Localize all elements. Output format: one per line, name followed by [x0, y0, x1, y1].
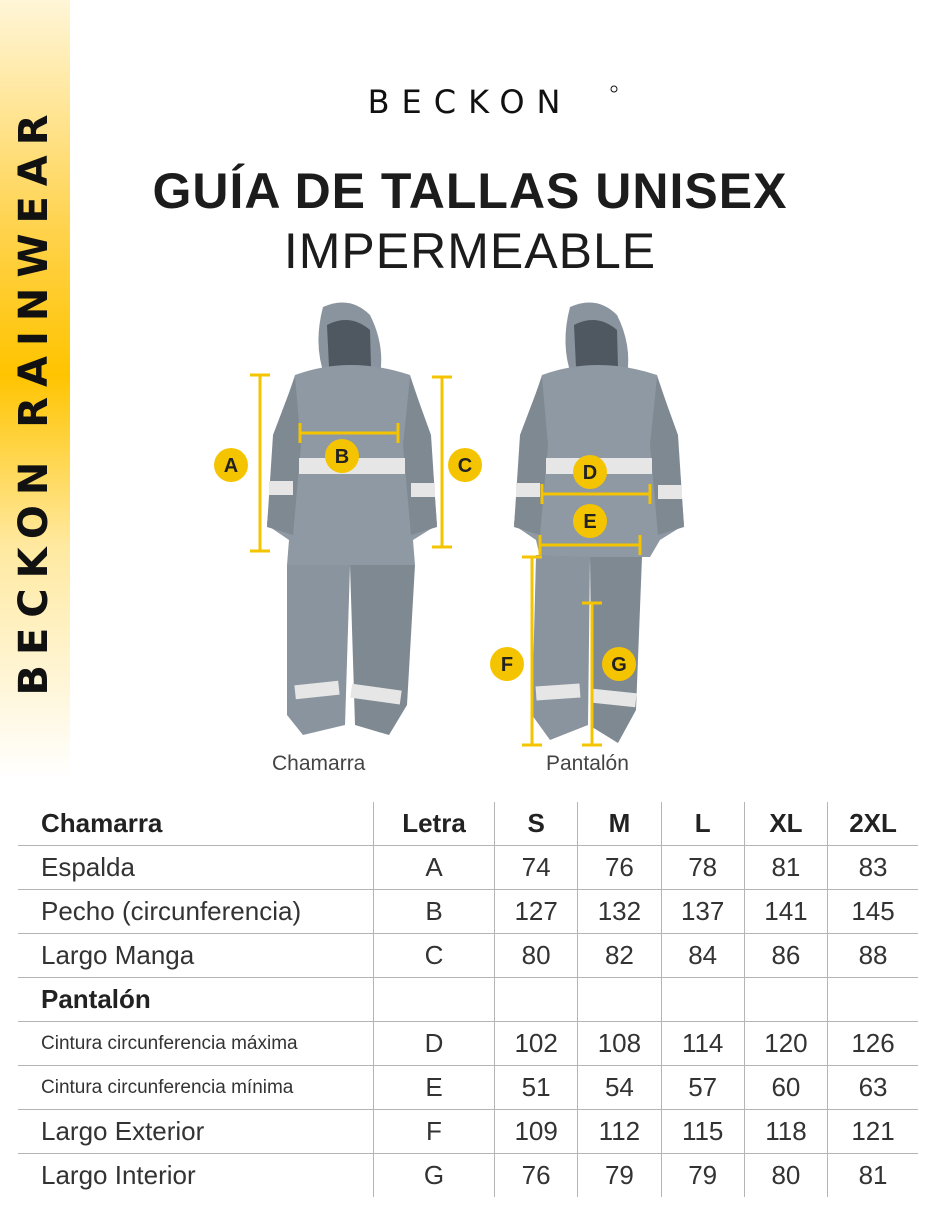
header-cell-2xl: 2XL [828, 802, 918, 846]
row-letter: E [374, 1066, 495, 1110]
row-label: Pecho (circunferencia) [41, 896, 302, 926]
cell-value: 141 [744, 890, 827, 934]
cell-value: 79 [578, 1154, 661, 1198]
section-heading-row [18, 978, 918, 1022]
header-cell-section: Chamarra [41, 808, 163, 838]
cell-value: 81 [744, 846, 827, 890]
row-label: Espalda [41, 852, 135, 882]
cell-value: 127 [495, 890, 578, 934]
marker-e-badge [573, 504, 607, 538]
cell-value: 51 [495, 1066, 578, 1110]
cell-value: 79 [661, 1154, 744, 1198]
cell-value: 86 [744, 934, 827, 978]
header-cell-m: M [578, 802, 661, 846]
cell-value: 137 [661, 890, 744, 934]
cell-value: 63 [828, 1066, 918, 1110]
row-letter: C [374, 934, 495, 978]
cell-value: 132 [578, 890, 661, 934]
cell-value: 118 [744, 1110, 827, 1154]
svg-text:B: B [334, 446, 350, 468]
size-table [18, 802, 918, 1197]
svg-text:F: F [500, 654, 514, 676]
header-cell-s: S [495, 802, 578, 846]
table-row [18, 934, 918, 978]
row-letter: A [374, 846, 495, 890]
svg-text:E: E [583, 511, 597, 533]
row-letter: G [374, 1154, 495, 1198]
table-row [18, 1154, 918, 1198]
page-subtitle: IMPERMEABLE [283, 223, 657, 279]
jacket-caption: Chamarra [272, 752, 366, 775]
cell-value: 60 [744, 1066, 827, 1110]
table-row [18, 1110, 918, 1154]
marker-g-badge [602, 647, 636, 681]
cell-value: 78 [661, 846, 744, 890]
cell-value: 81 [828, 1154, 918, 1198]
row-letter: B [374, 890, 495, 934]
cell-value: 74 [495, 846, 578, 890]
header-cell-l: L [661, 802, 744, 846]
cell-value: 83 [828, 846, 918, 890]
cell-value: 82 [578, 934, 661, 978]
pants-caption: Pantalón [546, 752, 629, 775]
table-row [18, 890, 918, 934]
cell-value: 108 [578, 1022, 661, 1066]
cell-value: 76 [578, 846, 661, 890]
cell-value: 121 [828, 1110, 918, 1154]
svg-text:C: C [457, 455, 473, 477]
cell-value: 88 [828, 934, 918, 978]
cell-value: 145 [828, 890, 918, 934]
row-letter: F [374, 1110, 495, 1154]
svg-text:BECKON: BECKON [367, 84, 573, 120]
row-letter: D [374, 1022, 495, 1066]
marker-f-badge [490, 647, 524, 681]
row-label: Largo Exterior [41, 1116, 205, 1146]
cell-value: 54 [578, 1066, 661, 1110]
cell-value: 120 [744, 1022, 827, 1066]
cell-value: 80 [744, 1154, 827, 1198]
cell-value: 115 [661, 1110, 744, 1154]
table-row [18, 846, 918, 890]
cell-value: 57 [661, 1066, 744, 1110]
row-label: Largo Interior [41, 1160, 196, 1190]
cell-value: 84 [661, 934, 744, 978]
table-row [18, 1066, 918, 1110]
table-row [18, 1022, 918, 1066]
measure-line-a [250, 375, 270, 551]
row-label: Cintura circunferencia mínima [41, 1076, 294, 1098]
pants-figure [440, 295, 800, 765]
svg-text:D: D [582, 462, 598, 484]
header-cell-xl: XL [744, 802, 827, 846]
cell-value: 126 [828, 1022, 918, 1066]
brand-logo [320, 84, 620, 120]
page-title: GUÍA DE TALLAS UNISEX [152, 163, 788, 219]
cell-value: 102 [495, 1022, 578, 1066]
row-label: Cintura circunferencia máxima [41, 1032, 298, 1054]
cell-value: 109 [495, 1110, 578, 1154]
cell-value: 80 [495, 934, 578, 978]
svg-text:G: G [611, 654, 627, 676]
marker-d-badge [573, 455, 607, 489]
marker-a-badge [214, 448, 248, 482]
cell-value: 114 [661, 1022, 744, 1066]
side-brand-text: BECKON RAINWEAR [11, 104, 57, 696]
side-brand-strip [0, 0, 70, 780]
raincoat-illustration [267, 303, 437, 736]
marker-b-badge [325, 439, 359, 473]
table-header-row [18, 802, 918, 846]
svg-text:A: A [223, 455, 239, 477]
row-label: Largo Manga [41, 940, 195, 970]
header-cell-letter: Letra [374, 802, 495, 846]
cell-value: 112 [578, 1110, 661, 1154]
section-heading-pants: Pantalón [41, 984, 151, 1014]
cell-value: 76 [495, 1154, 578, 1198]
